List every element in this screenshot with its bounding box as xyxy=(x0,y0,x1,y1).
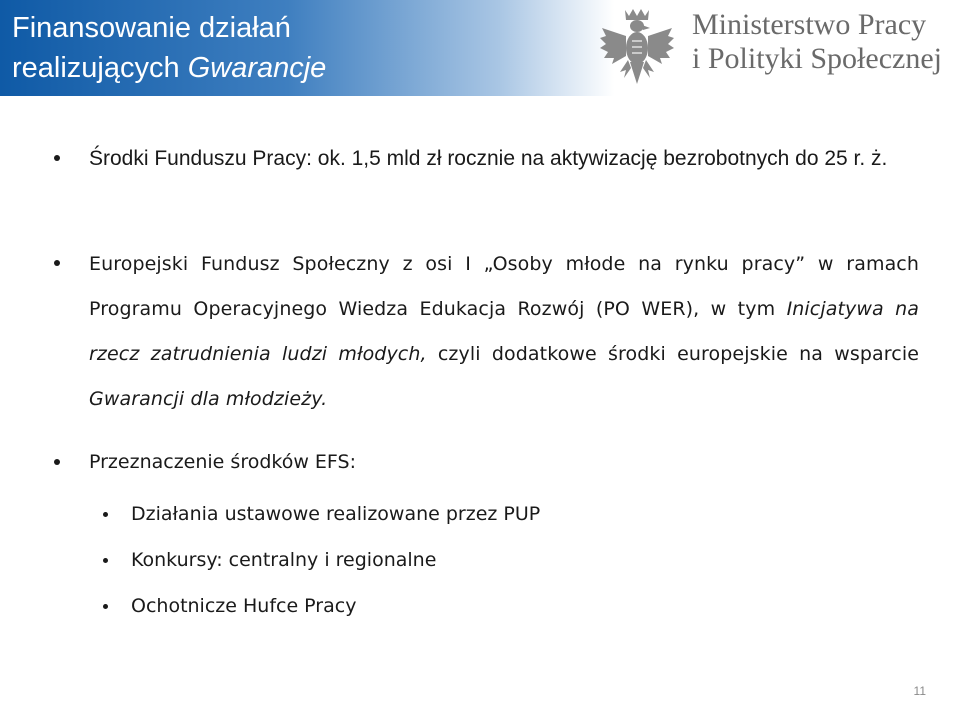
subbullet-item-statutory xyxy=(131,492,911,536)
subbullet-dot xyxy=(103,604,108,609)
bullet-text: Przeznaczenie środków EFS: xyxy=(89,451,356,473)
ministry-line-2: i Polityki Społecznej xyxy=(692,42,942,75)
bullet-text-part-4: Gwarancji dla młodzieży. xyxy=(89,388,328,410)
subbullet-text: Ochotnicze Hufce Pracy xyxy=(131,595,357,617)
bullet-text-part-1: Europejski Fundusz Społeczny z osi I „Osoby młode na rynku pracy” w ramach Programu Operacyjnego Wiedza Edukacja Rozwój (PO WER), w tym xyxy=(89,253,919,320)
subbullet-dot xyxy=(103,558,108,563)
page-number: 11 xyxy=(913,684,926,698)
title-line-1: Finansowanie działań xyxy=(12,12,291,44)
title-line-2-plain: realizujących xyxy=(12,52,188,84)
bullet-dot xyxy=(54,459,60,465)
subbullet-item-ohp xyxy=(131,584,911,628)
subbullet-text: Konkursy: centralny i regionalne xyxy=(131,549,437,571)
title-line-2-italic: Gwarancje xyxy=(187,52,327,84)
bullet-item-funds xyxy=(89,136,919,182)
bullet-text: Środki Funduszu Pracy: ok. 1,5 mld zł rocznie na aktywizację bezrobotnych do 25 r. ż. xyxy=(89,147,888,170)
bullet-text-part-2: Inicjatywa na rzecz zatrudnienia ludzi młodych, xyxy=(89,298,919,365)
bullet-item-efs-purpose xyxy=(89,440,919,484)
bullet-text-part-3: czyli dodatkowe środki europejskie na wsparcie xyxy=(426,343,919,365)
subbullet-dot xyxy=(103,512,108,517)
subbullet-item-contests xyxy=(131,538,911,582)
ministry-logo-text xyxy=(692,8,960,76)
ministry-line-1: Ministerstwo Pracy xyxy=(692,8,927,41)
slide-header xyxy=(0,0,960,96)
polish-eagle-emblem-icon xyxy=(598,6,676,88)
title-line-2 xyxy=(12,48,572,88)
bullet-dot xyxy=(54,260,60,266)
slide-title xyxy=(12,8,572,88)
bullet-dot xyxy=(54,155,60,161)
subbullet-text: Działania ustawowe realizowane przez PUP xyxy=(131,503,541,525)
bullet-item-efs xyxy=(89,242,919,422)
